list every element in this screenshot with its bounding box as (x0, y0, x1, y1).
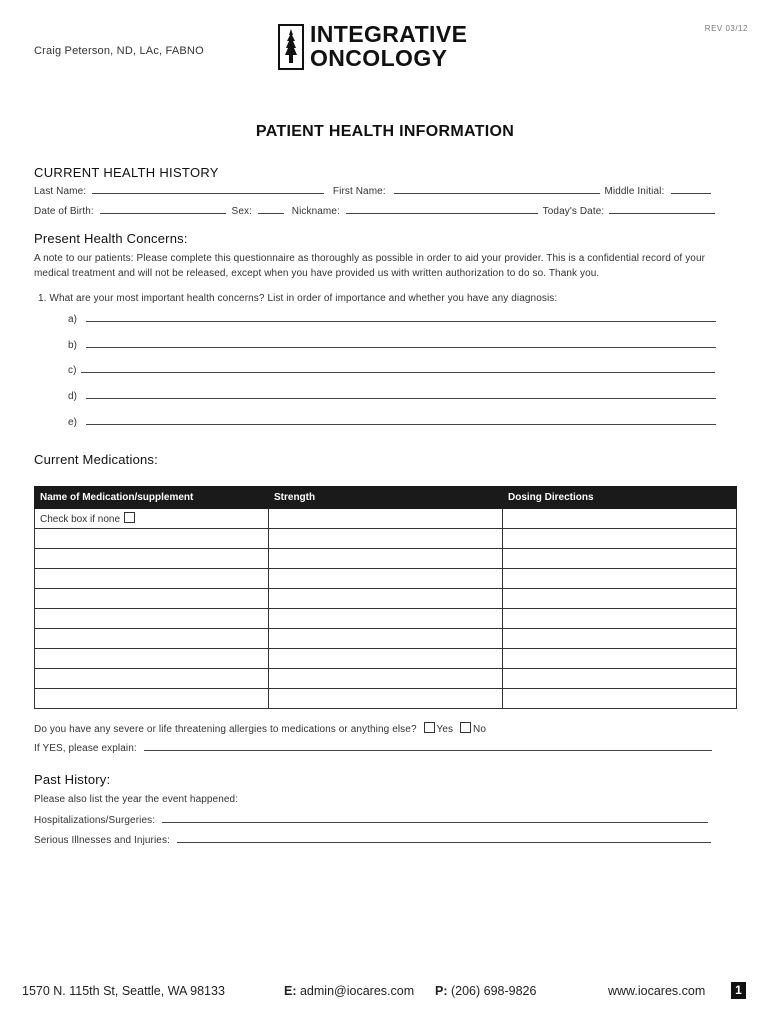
logo-text-line2: ONCOLOGY (310, 45, 448, 71)
table-row (35, 589, 737, 609)
concern-item-label: e) (68, 417, 78, 428)
allergies-yes-checkbox[interactable] (424, 722, 435, 733)
email-address-link[interactable]: admin@iocares.com (299, 984, 415, 998)
strength-cell[interactable] (269, 589, 503, 609)
strength-cell[interactable] (269, 509, 503, 529)
concern-item-label: a) (68, 314, 78, 325)
current-health-history-heading: CURRENT HEALTH HISTORY (34, 165, 219, 180)
allergies-yes-label: Yes (436, 724, 454, 735)
concern-item-label: b) (68, 340, 78, 351)
hospitalizations-field[interactable] (162, 821, 708, 823)
past-history-heading: Past History: (34, 772, 111, 787)
page-title: PATIENT HEALTH INFORMATION (255, 123, 515, 140)
dob-row (34, 206, 715, 217)
concern-field-a[interactable] (86, 320, 716, 322)
medication-cell[interactable] (35, 589, 269, 609)
concern-item-b (68, 340, 716, 351)
table-row (35, 569, 737, 589)
table-row (35, 529, 737, 549)
dosing-cell[interactable] (503, 509, 737, 529)
sex-field[interactable] (258, 212, 284, 214)
medications-table (34, 486, 737, 709)
past-history-instruction: Please also list the year the event happened: (34, 794, 239, 805)
first-name-label: First Name: (332, 186, 386, 197)
strength-cell[interactable] (269, 649, 503, 669)
tree-logo-icon (278, 24, 304, 70)
footer-email (284, 984, 414, 998)
concern-item-label: d) (68, 391, 78, 402)
medication-cell[interactable] (35, 669, 269, 689)
table-row (35, 609, 737, 629)
integrative-oncology-logo (278, 22, 494, 72)
present-health-concerns-heading: Present Health Concerns: (34, 231, 188, 246)
allergies-no-checkbox[interactable] (460, 722, 471, 733)
concern-item-d (68, 391, 716, 402)
footer-address: 1570 N. 115th St, Seattle, WA 98133 (22, 984, 225, 998)
dosing-cell[interactable] (503, 569, 737, 589)
footer-website-link[interactable]: www.iocares.com (608, 984, 706, 998)
concern-item-a (68, 314, 716, 325)
strength-cell[interactable] (269, 629, 503, 649)
medication-cell[interactable] (35, 649, 269, 669)
allergies-explain-row (34, 743, 712, 754)
concern-item-e (68, 417, 716, 428)
strength-cell[interactable] (269, 609, 503, 629)
medication-cell[interactable] (35, 529, 269, 549)
hospitalizations-row (34, 815, 708, 826)
phone-number: (206) 698-9826 (450, 984, 537, 998)
strength-cell[interactable] (269, 669, 503, 689)
medication-cell[interactable] (35, 549, 269, 569)
column-header-dosing: Dosing Directions (503, 487, 737, 509)
allergies-row (34, 722, 486, 735)
medication-cell[interactable] (35, 609, 269, 629)
phone-label: P: (435, 984, 448, 998)
allergies-no-label: No (473, 724, 486, 735)
hospitalizations-label: Hospitalizations/Surgeries: (34, 815, 156, 826)
table-row (35, 549, 737, 569)
concern-item-c (68, 365, 715, 376)
revision-label: REV 03/12 (704, 24, 748, 33)
dosing-cell[interactable] (503, 649, 737, 669)
strength-cell[interactable] (269, 689, 503, 709)
last-name-field[interactable] (92, 192, 324, 194)
illnesses-field[interactable] (177, 841, 711, 843)
medications-header-row (35, 487, 737, 509)
medication-cell[interactable] (35, 509, 269, 529)
medication-cell[interactable] (35, 689, 269, 709)
allergies-explain-field[interactable] (144, 749, 712, 751)
concern-field-d[interactable] (86, 397, 716, 399)
todays-date-label: Today's Date: (542, 206, 605, 217)
column-header-strength: Strength (269, 487, 503, 509)
todays-date-field[interactable] (609, 212, 715, 214)
sex-label: Sex: (231, 206, 252, 217)
allergies-explain-label: If YES, please explain: (34, 743, 137, 754)
dosing-cell[interactable] (503, 629, 737, 649)
dosing-cell[interactable] (503, 609, 737, 629)
dosing-cell[interactable] (503, 589, 737, 609)
dosing-cell[interactable] (503, 529, 737, 549)
concerns-question: 1. What are your most important health concerns? List in order of importance and whether you have any diagnosis: (38, 293, 558, 304)
concern-field-c[interactable] (81, 371, 715, 373)
provider-name: Craig Peterson, ND, LAc, FABNO (34, 45, 204, 57)
dosing-cell[interactable] (503, 549, 737, 569)
concern-item-label: c) (68, 365, 77, 376)
table-row (35, 649, 737, 669)
nickname-field[interactable] (346, 212, 538, 214)
illnesses-label: Serious Illnesses and Injuries: (34, 835, 170, 846)
strength-cell[interactable] (269, 529, 503, 549)
patient-note: A note to our patients: Please complete this questionnaire as thoroughly as possible in order to aid your provider. This is a confidential record of your medical treatment and will not be released, except when you have provided us with written authorization to do so. Thank you. (34, 253, 706, 279)
logo-text-line1: INTEGRATIVE (310, 21, 468, 47)
dosing-cell[interactable] (503, 669, 737, 689)
column-header-medication: Name of Medication/supplement (35, 487, 269, 509)
middle-initial-label: Middle Initial: (604, 186, 665, 197)
nickname-label: Nickname: (291, 206, 340, 217)
middle-initial-field[interactable] (671, 192, 711, 194)
strength-cell[interactable] (269, 569, 503, 589)
medication-cell[interactable] (35, 629, 269, 649)
page-number: 1 (731, 982, 746, 999)
table-row (35, 689, 737, 709)
first-name-field[interactable] (394, 192, 600, 194)
table-row (35, 509, 737, 529)
email-label: E: (284, 984, 297, 998)
dob-field[interactable] (100, 212, 226, 214)
table-row (35, 669, 737, 689)
table-row (35, 629, 737, 649)
concern-field-b[interactable] (86, 346, 716, 348)
current-medications-heading: Current Medications: (34, 452, 158, 467)
none-checkbox[interactable] (124, 512, 135, 523)
last-name-label: Last Name: (34, 186, 87, 197)
dob-label: Date of Birth: (34, 206, 94, 217)
name-row (34, 186, 711, 197)
strength-cell[interactable] (269, 549, 503, 569)
check-none-label: Check box if none (40, 514, 121, 525)
footer-phone (435, 984, 536, 998)
allergies-question: Do you have any severe or life threatening allergies to medications or anything else? (34, 724, 417, 735)
dosing-cell[interactable] (503, 689, 737, 709)
concern-field-e[interactable] (86, 423, 716, 425)
medication-cell[interactable] (35, 569, 269, 589)
illnesses-row (34, 835, 711, 846)
